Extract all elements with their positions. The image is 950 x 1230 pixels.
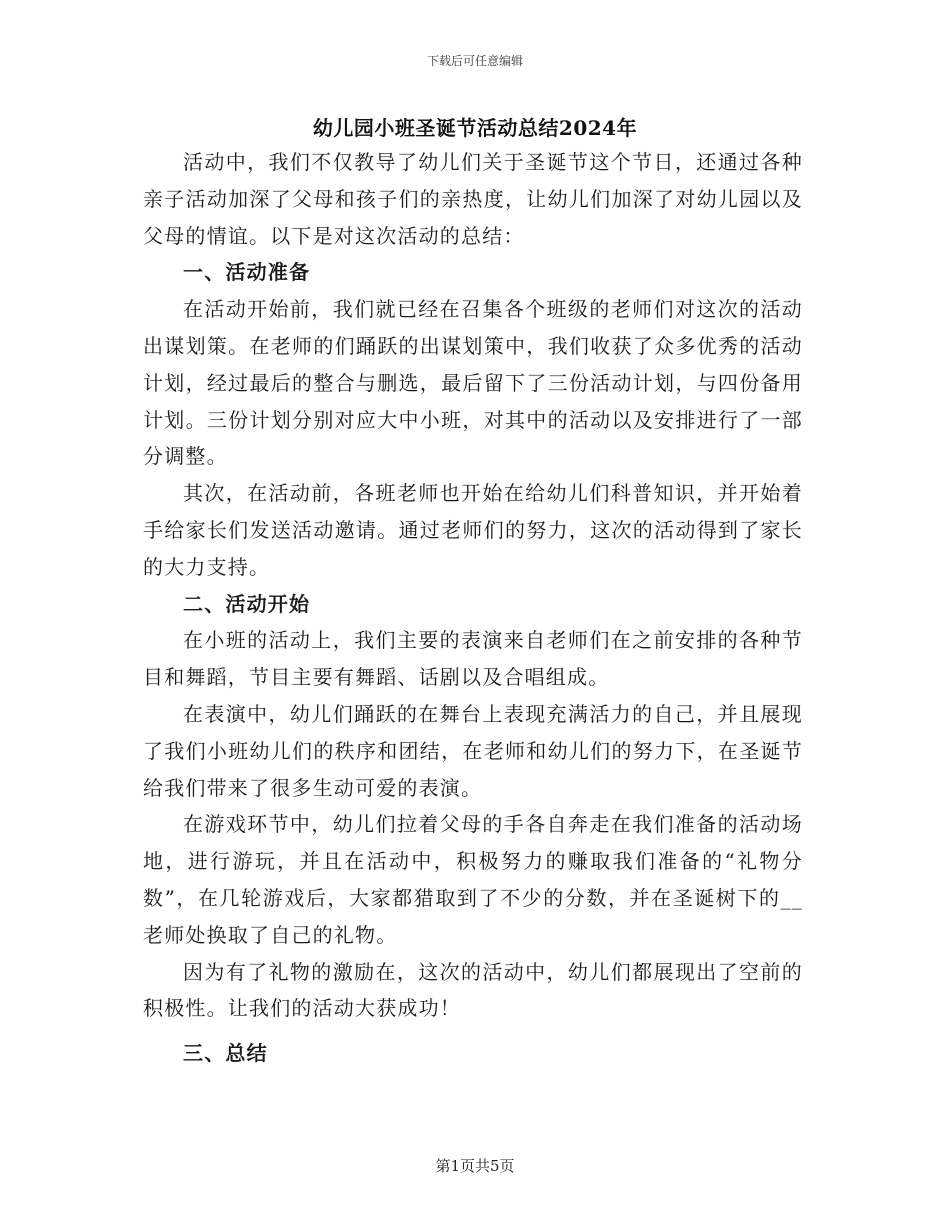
section-preparation bbox=[143, 254, 803, 585]
body-paragraph: 因为有了礼物的激励在，这次的活动中，幼儿们都展现出了空前的积极性。让我们的活动大获成功！ bbox=[143, 959, 803, 1021]
body-paragraph: 在小班的活动上，我们主要的表演来自老师们在之前安排的各种节目和舞蹈，节目主要有舞蹈、话剧以及合唱组成。 bbox=[143, 628, 803, 690]
section-heading: 二、活动开始 bbox=[183, 591, 311, 616]
intro-paragraph: 活动中，我们不仅教导了幼儿们关于圣诞节这个节日，还通过各种亲子活动加深了父母和孩子们的亲热度，让幼儿们加深了对幼儿园以及父母的情谊。以下是对这次活动的总结： bbox=[143, 150, 803, 248]
body-paragraph: 在表演中，幼儿们踊跃的在舞台上表现充满活力的自己，并且展现了我们小班幼儿们的秩序和团结，在老师和幼儿们的努力下，在圣诞节给我们带来了很多生动可爱的表演。 bbox=[143, 701, 803, 800]
section-heading: 三、总结 bbox=[183, 1041, 268, 1066]
body-paragraph: 其次，在活动前，各班老师也开始在给幼儿们科普知识，并开始着手给家长们发送活动邀请。通过老师们的努力，这次的活动得到了家长的大力支持。 bbox=[143, 481, 803, 579]
page-number: 第1页共5页 bbox=[435, 1157, 515, 1175]
section-heading: 一、活动准备 bbox=[183, 260, 311, 285]
body-paragraph: 在游戏环节中，幼儿们拉着父母的手各自奔走在我们准备的活动场地，进行游玩，并且在活动中，积极努力的赚取我们准备的“礼物分数”，在几轮游戏后，大家都猎取到了不少的分数，并在圣诞树下的__老师处换取了自己的礼物。 bbox=[143, 812, 803, 947]
section-summary bbox=[143, 1035, 803, 1072]
document-body bbox=[143, 144, 803, 1072]
section-start bbox=[143, 586, 803, 1028]
body-paragraph: 在活动开始前，我们就已经在召集各个班级的老师们对这次的活动出谋划策。在老师的们踊跃的出谋划策中，我们收获了众多优秀的活动计划，经过最后的整合与删选，最后留下了三份活动计划，与四份备用计划。三份计划分别对应大中小班，对其中的活动以及安排进行了一部分调整。 bbox=[143, 297, 803, 469]
document-title: 幼儿园小班圣诞节活动总结2024年 bbox=[312, 116, 638, 140]
header-note: 下载后可任意编辑 bbox=[426, 54, 523, 68]
